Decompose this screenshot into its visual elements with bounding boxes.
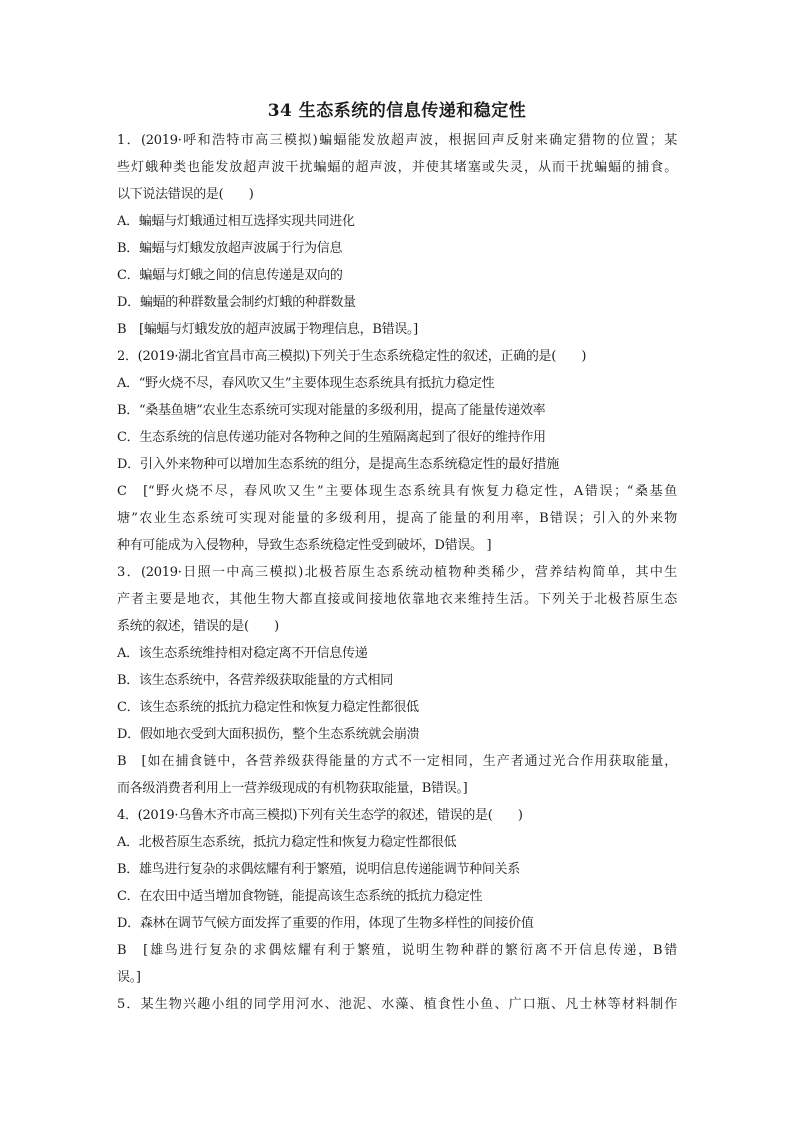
q1-stem-line-1: 1．(2019·呼和浩特市高三模拟)蝙蝠能发放超声波，根据回声反射来确定猎物的位置；某 bbox=[117, 133, 677, 148]
q3-option-c: C．该生态系统的抵抗力稳定性和恢复力稳定性都很低 bbox=[117, 700, 419, 715]
q4-stem: 4．(2019·乌鲁木齐市高三模拟)下列有关生态学的叙述，错误的是( ) bbox=[117, 808, 523, 823]
q5-stem-line-1: 5．某生物兴趣小组的同学用河水、池泥、水藻、植食性小鱼、广口瓶、凡士林等材料制作 bbox=[117, 997, 677, 1012]
document-page bbox=[117, 96, 677, 1018]
q4-answer-line-1: B [雄鸟进行复杂的求偶炫耀有利于繁殖，说明生物种群的繁衍离不开信息传递，B错 bbox=[117, 943, 677, 958]
q2-option-a: A．“野火烧不尽，春风吹又生”主要体现生态系统具有抵抗力稳定性 bbox=[117, 376, 495, 391]
q3-answer-line-2: 而各级消费者利用上一营养级现成的有机物获取能量，B错误。] bbox=[117, 781, 468, 796]
q2-option-c: C．生态系统的信息传递功能对各物种之间的生殖隔离起到了很好的维持作用 bbox=[117, 430, 546, 445]
q4-answer-line-2: 误。] bbox=[117, 970, 141, 985]
q1-option-b: B．蝙蝠与灯蛾发放超声波属于行为信息 bbox=[117, 241, 343, 256]
q4-option-b: B．雄鸟进行复杂的求偶炫耀有利于繁殖，说明信息传递能调节种间关系 bbox=[117, 862, 520, 877]
q2-option-b: B．“桑基鱼塘”农业生态系统可实现对能量的多级利用，提高了能量传递效率 bbox=[117, 403, 546, 418]
q3-option-d: D．假如地衣受到大面积损伤，整个生态系统就会崩溃 bbox=[117, 727, 420, 742]
q2-answer-line-2: 塘”农业生态系统可实现对能量的多级利用，提高了能量的利用率，B错误；引入的外来物 bbox=[117, 511, 677, 526]
q2-stem: 2．(2019·湖北省宜昌市高三模拟)下列关于生态系统稳定性的叙述，正确的是( ) bbox=[117, 349, 587, 364]
document-body bbox=[117, 127, 677, 1018]
q3-option-a: A．该生态系统维持相对稳定离不开信息传递 bbox=[117, 646, 368, 661]
q1-stem-line-2: 些灯蛾种类也能发放超声波干扰蝙蝠的超声波，并使其堵塞或失灵，从而干扰蝙蝠的捕食。 bbox=[117, 160, 677, 175]
page-title: 34 生态系统的信息传递和稳定性 bbox=[267, 101, 527, 121]
q2-answer-line-3: 种有可能成为入侵物种，导致生态系统稳定性受到破坏，D错误。 ] bbox=[117, 538, 492, 553]
q3-answer-line-1: B [如在捕食链中，各营养级获得能量的方式不一定相同，生产者通过光合作用获取能量， bbox=[117, 754, 677, 769]
q3-stem-line-2: 产者主要是地衣，其他生物大都直接或间接地依靠地衣来维持生活。下列关于北极苔原生态 bbox=[117, 592, 677, 607]
q3-stem-line-1: 3．(2019·日照一中高三模拟)北极苔原生态系统动植物种类稀少，营养结构简单，其中生 bbox=[117, 565, 677, 580]
q1-option-a: A．蝙蝠与灯蛾通过相互选择实现共同进化 bbox=[117, 214, 355, 229]
q2-option-d: D．引入外来物种可以增加生态系统的组分，是提高生态系统稳定性的最好措施 bbox=[117, 457, 559, 472]
q3-option-b: B．该生态系统中，各营养级获取能量的方式相同 bbox=[117, 673, 393, 688]
q1-stem-line-3: 以下说法错误的是( ) bbox=[117, 187, 254, 202]
q3-stem-line-3: 系统的叙述，错误的是( ) bbox=[117, 619, 279, 634]
q4-option-d: D．森林在调节气候方面发挥了重要的作用，体现了生物多样性的间接价值 bbox=[117, 916, 534, 931]
q4-option-c: C．在农田中适当增加食物链，能提高该生态系统的抵抗力稳定性 bbox=[117, 889, 483, 904]
q2-answer-line-1: C [“野火烧不尽，春风吹又生”主要体现生态系统具有恢复力稳定性，A错误；“桑基鱼 bbox=[117, 484, 677, 499]
q1-option-d: D．蝙蝠的种群数量会制约灯蛾的种群数量 bbox=[117, 295, 356, 310]
q1-option-c: C．蝙蝠与灯蛾之间的信息传递是双向的 bbox=[117, 268, 343, 283]
q4-option-a: A．北极苔原生态系统，抵抗力稳定性和恢复力稳定性都很低 bbox=[117, 835, 457, 850]
q1-answer: B [蝙蝠与灯蛾发放的超声波属于物理信息，B错误。] bbox=[117, 322, 418, 337]
